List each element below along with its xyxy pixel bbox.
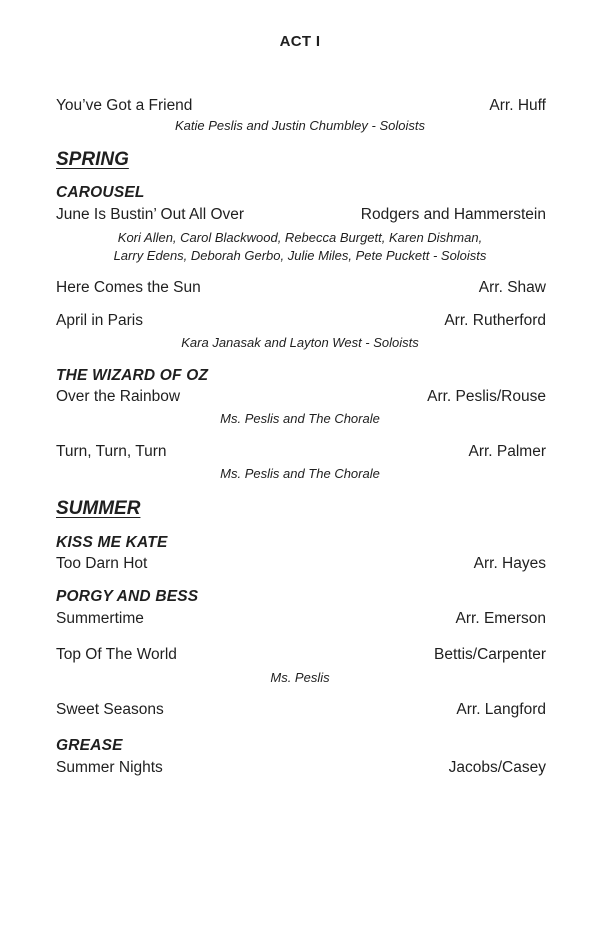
program-item-summer-nights bbox=[56, 758, 546, 778]
soloists-line: Ms. Peslis and The Chorale bbox=[220, 411, 380, 426]
song-credit: Bettis/Carpenter bbox=[434, 646, 546, 663]
act-title: ACT I bbox=[279, 33, 321, 50]
soloists-line: Kara Janasak and Layton West - Soloists bbox=[181, 335, 419, 350]
song-title: Turn, Turn, Turn bbox=[56, 443, 167, 460]
soloists-line: Kori Allen, Carol Blackwood, Rebecca Burgett, Karen Dishman, bbox=[117, 230, 483, 245]
song-credit: Arr. Rutherford bbox=[444, 312, 546, 329]
show-heading-carousel: CAROUSEL bbox=[56, 184, 145, 201]
song-title: April in Paris bbox=[56, 312, 143, 329]
song-credit: Arr. Emerson bbox=[455, 610, 546, 627]
program-item-youve-got-a-friend bbox=[56, 96, 546, 116]
show-heading-kiss-me-kate: KISS ME KATE bbox=[56, 534, 168, 551]
song-title: Too Darn Hot bbox=[56, 555, 148, 572]
program-item-over-the-rainbow bbox=[56, 387, 546, 407]
program-item-turn-turn-turn bbox=[56, 442, 546, 462]
song-title: Summer Nights bbox=[56, 759, 163, 776]
song-credit: Arr. Shaw bbox=[478, 279, 546, 296]
song-title: Over the Rainbow bbox=[56, 388, 181, 405]
season-heading-summer: SUMMER bbox=[56, 498, 141, 519]
program-item-here-comes-the-sun bbox=[56, 278, 546, 298]
program-item-top-of-the-world bbox=[56, 645, 546, 665]
soloists-line: Ms. Peslis bbox=[270, 670, 330, 685]
song-title: Summertime bbox=[56, 610, 144, 627]
program-item-sweet-seasons bbox=[56, 700, 546, 720]
song-title: You’ve Got a Friend bbox=[56, 97, 193, 114]
program-item-summertime bbox=[56, 609, 546, 629]
soloists-line: Katie Peslis and Justin Chumbley - Soloists bbox=[174, 118, 425, 133]
song-title: Top Of The World bbox=[56, 646, 177, 663]
song-credit: Arr. Peslis/Rouse bbox=[427, 388, 546, 405]
show-heading-grease: GREASE bbox=[56, 737, 123, 754]
song-credit: Rodgers and Hammerstein bbox=[360, 206, 546, 223]
song-title: Sweet Seasons bbox=[56, 701, 164, 718]
song-credit: Arr. Langford bbox=[456, 701, 546, 718]
song-credit: Arr. Palmer bbox=[468, 443, 546, 460]
song-title: Here Comes the Sun bbox=[56, 279, 201, 296]
program-item-april-in-paris bbox=[56, 311, 546, 331]
program-item-june-is-bustin-out bbox=[56, 205, 546, 225]
song-title: June Is Bustin’ Out All Over bbox=[56, 206, 245, 223]
show-heading-wizard-of-oz: THE WIZARD OF OZ bbox=[56, 367, 209, 384]
show-heading-porgy-and-bess: PORGY AND BESS bbox=[56, 588, 199, 605]
song-credit: Arr. Hayes bbox=[473, 555, 546, 572]
season-heading-spring: SPRING bbox=[56, 149, 129, 170]
song-credit: Arr. Huff bbox=[489, 97, 546, 114]
program-item-too-darn-hot bbox=[56, 554, 546, 574]
soloists-line: Larry Edens, Deborah Gerbo, Julie Miles, Pete Puckett - Soloists bbox=[113, 248, 487, 263]
soloists-line: Ms. Peslis and The Chorale bbox=[220, 466, 380, 481]
song-credit: Jacobs/Casey bbox=[448, 759, 546, 776]
